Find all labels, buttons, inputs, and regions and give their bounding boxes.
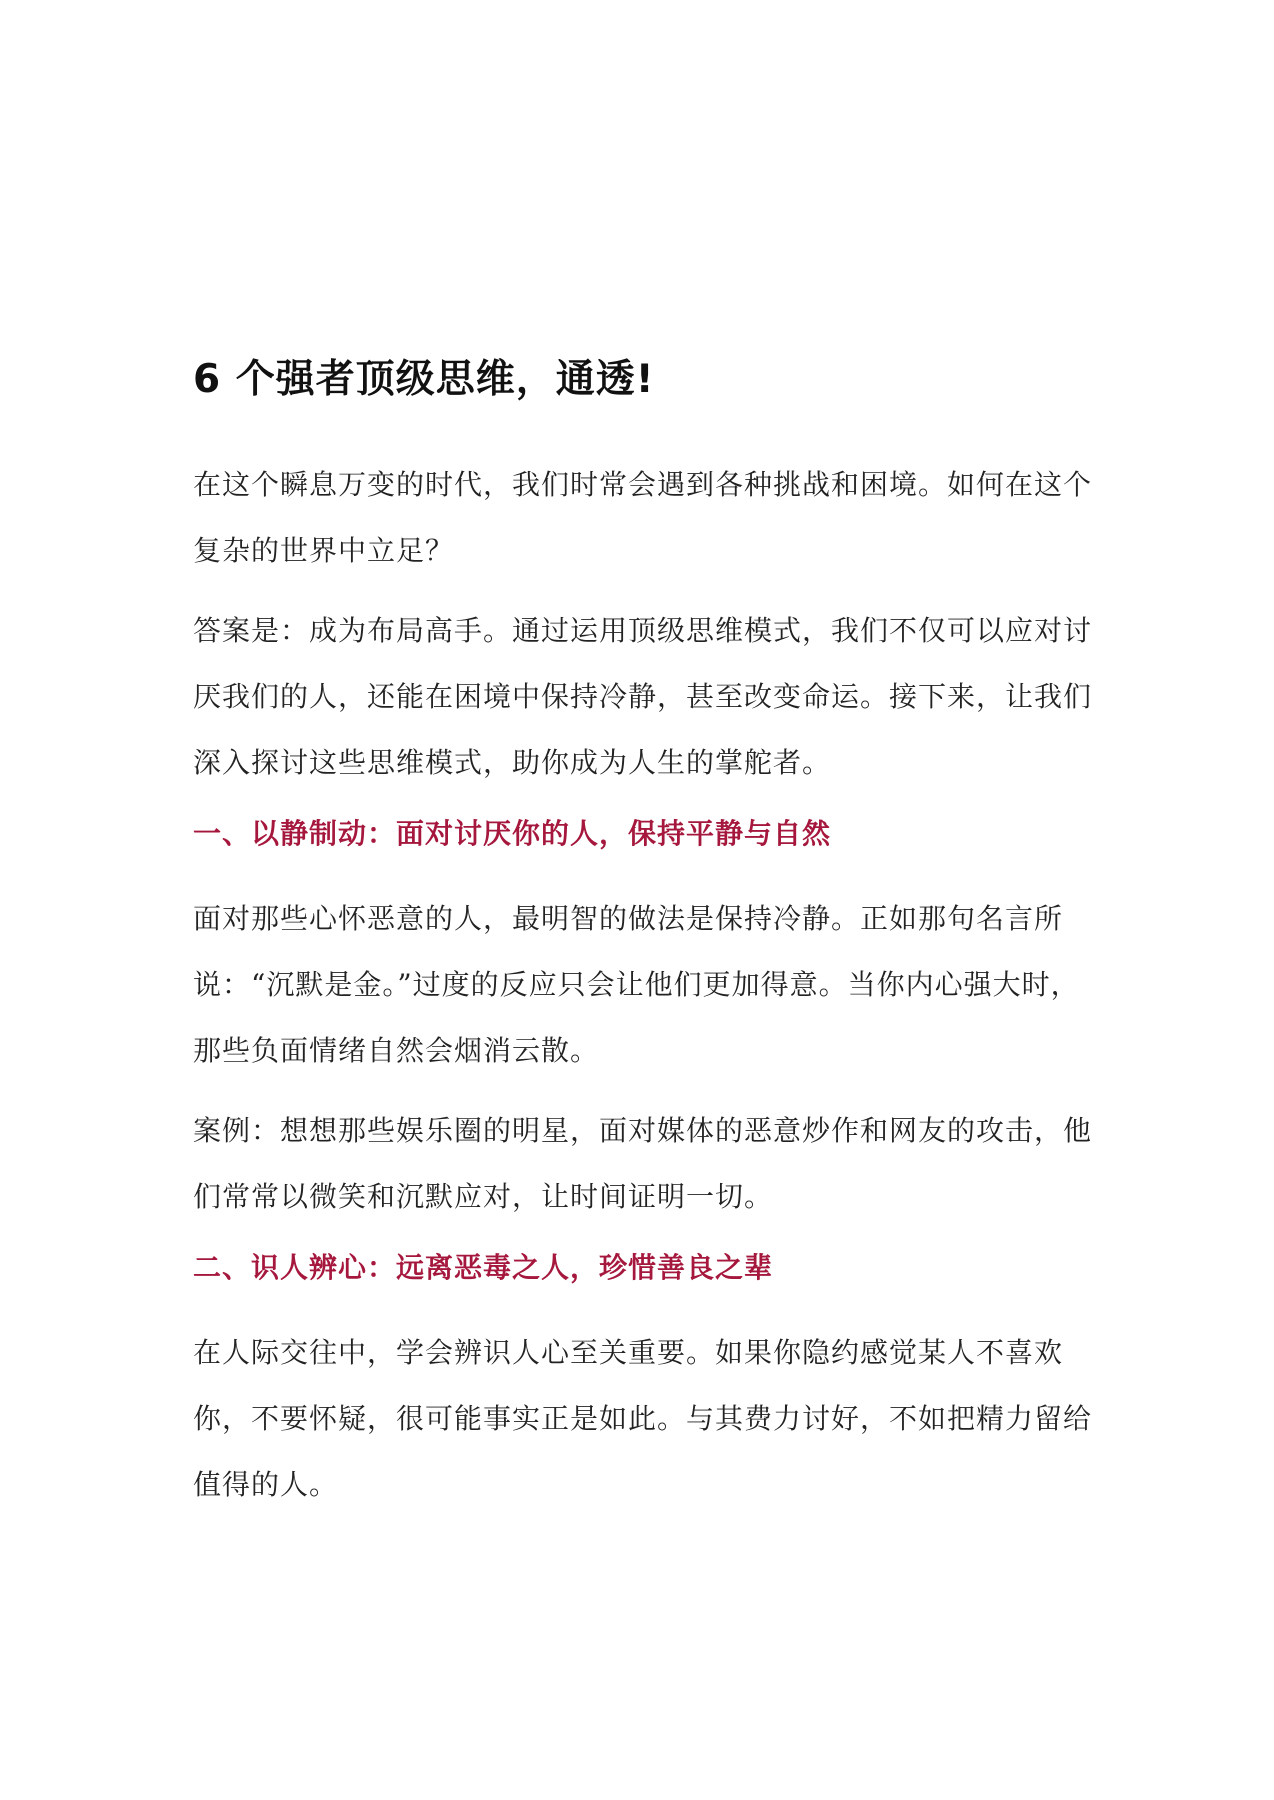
article-title: 6 个强者顶级思维，通透! xyxy=(193,357,655,402)
intro-paragraph-2: 答案是：成为布局高手。通过运用顶级思维模式，我们不仅可以应对讨厌我们的人，还能在困境中保持冷静，甚至改变命运。接下来，让我们深入探讨这些思维模式，助你成为人生的掌舵者。 xyxy=(193,614,1093,779)
section-2-heading: 二、识人辨心：远离恶毒之人，珍惜善良之辈 xyxy=(193,1251,774,1284)
article-body xyxy=(193,356,1093,1532)
section-1-paragraph-1: 面对那些心怀恶意的人，最明智的做法是保持冷静。正如那句名言所说：“沉默是金。”过度的反应只会让他们更加得意。当你内心强大时，那些负面情绪自然会烟消云散。 xyxy=(193,902,1080,1067)
section-1-heading: 一、以静制动：面对讨厌你的人，保持平静与自然 xyxy=(193,817,832,850)
section-1-paragraph-2: 案例：想想那些娱乐圈的明星，面对媒体的恶意炒作和网友的攻击，他们常常以微笑和沉默应对，让时间证明一切。 xyxy=(193,1114,1093,1213)
section-2-paragraph-1: 在人际交往中，学会辨识人心至关重要。如果你隐约感觉某人不喜欢你，不要怀疑，很可能事实正是如此。与其费力讨好，不如把精力留给值得的人。 xyxy=(193,1336,1093,1501)
intro-paragraph-1: 在这个瞬息万变的时代，我们时常会遇到各种挑战和困境。如何在这个复杂的世界中立足？ xyxy=(193,468,1093,567)
